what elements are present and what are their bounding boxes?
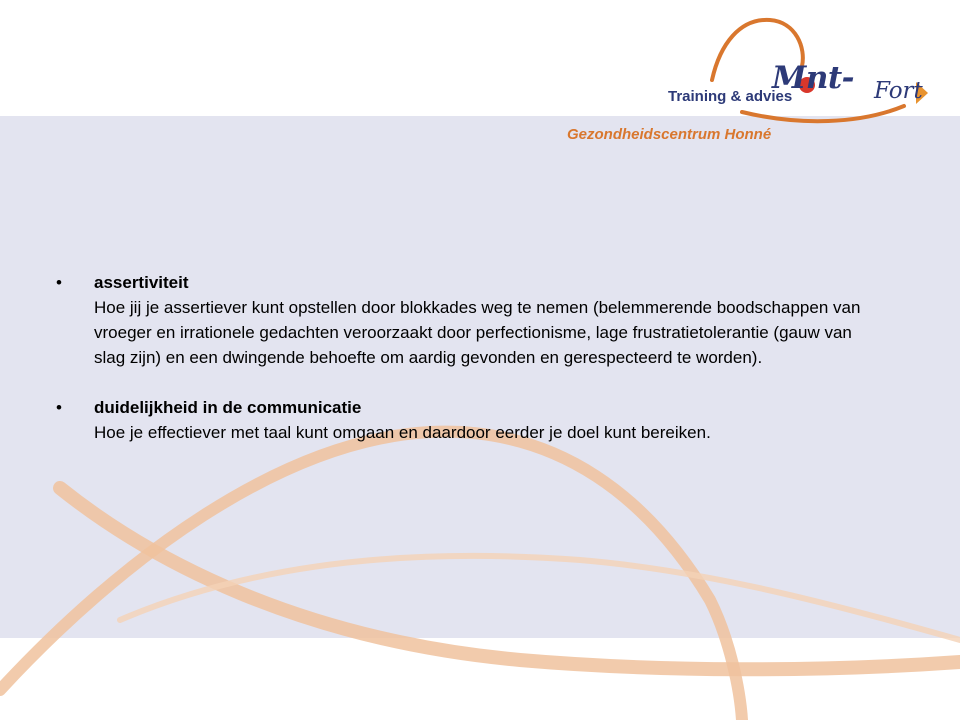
logo-fort-text: Fort: [874, 78, 923, 104]
logo-mont-text: Mnt-: [772, 60, 855, 96]
page-subtitle: Gezondheidscentrum Honné: [567, 126, 772, 143]
bullet-title: assertiviteit: [94, 273, 189, 292]
mont-fort-logo: [660, 14, 940, 126]
logo-training-text: Training & advies: [668, 88, 793, 105]
bullet-title: duidelijkheid in de communicatie: [94, 398, 362, 417]
bullet-marker: •: [56, 398, 62, 417]
bullet-list: [56, 270, 886, 445]
bullet-item-assertiviteit: [56, 270, 886, 370]
bullet-item-communicatie: [56, 395, 886, 445]
bullet-text: Hoe jij je assertiever kunt opstellen door blokkades weg te nemen (belemmerende boodschappen van vroeger en irrationele gedachten veroorzaakt door perfectionisme, lage frustratietolerantie (gauw van slag zijn) en een dwingende behoefte om aardig gevonden en gerespecteerd te worden).: [94, 298, 861, 367]
bullet-text: Hoe je effectiever met taal kunt omgaan en daardoor eerder je doel kunt bereiken.: [94, 423, 711, 442]
bullet-marker: •: [56, 273, 62, 292]
